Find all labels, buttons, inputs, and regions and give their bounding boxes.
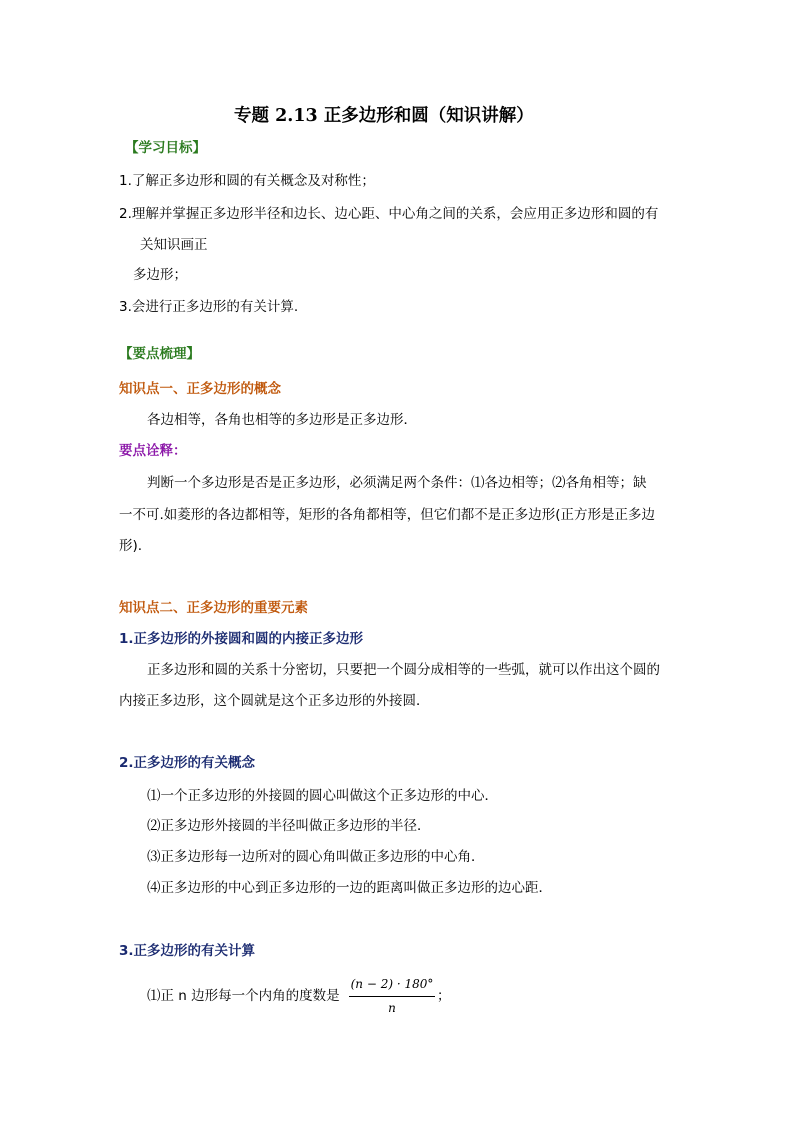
key-points-heading: 【要点梳理】 <box>119 346 200 362</box>
concept-item-2: ⑵正多边形外接圆的半径叫做正多边形的半径． <box>147 818 431 834</box>
goal-item-1: 1.了解正多边形和圆的有关概念及对称性； <box>119 173 375 189</box>
calculation-item-1-suffix: ； <box>437 988 451 1004</box>
knowledge-point-1-title: 知识点一、正多边形的概念 <box>119 381 281 397</box>
goal-item-2-line-1: 2.理解并掌握正多边形半径和边长、边心距、中心角之间的关系，会应用正多边形和圆的有 <box>119 206 659 222</box>
subsection-1-title: 1.正多边形的外接圆和圆的内接正多边形 <box>119 631 364 647</box>
learning-goals-heading: 【学习目标】 <box>125 140 206 156</box>
page-title: 专题 2.13 正多边形和圆（知识讲解） <box>234 106 534 126</box>
concept-item-4: ⑷正多边形的中心到正多边形的一边的距离叫做正多边形的边心距． <box>147 880 552 896</box>
fraction-bar <box>349 996 435 997</box>
goal-item-2-line-2: 关知识画正 <box>140 237 208 253</box>
subsection-2-title: 2.正多边形的有关概念 <box>119 755 256 771</box>
concept-item-3: ⑶正多边形每一边所对的圆心角叫做正多边形的中心角． <box>147 849 485 865</box>
goal-item-2-line-3: 多边形； <box>133 267 187 283</box>
subsection-3-title: 3.正多边形的有关计算 <box>119 943 256 959</box>
note-label: 要点诠释： <box>119 443 187 459</box>
concept-item-1: ⑴一个正多边形的外接圆的圆心叫做这个正多边形的中心． <box>147 788 498 804</box>
note-line-3: 形). <box>119 538 143 554</box>
interior-angle-formula <box>349 975 435 1019</box>
formula-denominator: n <box>388 1001 396 1015</box>
goal-item-3: 3.会进行正多边形的有关计算. <box>119 299 299 315</box>
note-line-1: 判断一个多边形是否是正多边形，必须满足两个条件：⑴各边相等；⑵各角相等；缺 <box>147 475 647 491</box>
calculation-item-1-prefix: ⑴正 n 边形每一个内角的度数是 <box>147 988 340 1004</box>
subsection-1-line-2: 内接正多边形，这个圆就是这个正多边形的外接圆． <box>119 693 430 709</box>
subsection-1-line-1: 正多边形和圆的关系十分密切，只要把一个圆分成相等的一些弧，就可以作出这个圆的 <box>147 662 660 678</box>
formula-numerator: (n − 2) · 180° <box>350 977 434 991</box>
knowledge-point-2-title: 知识点二、正多边形的重要元素 <box>119 600 308 616</box>
knowledge-point-1-text: 各边相等，各角也相等的多边形是正多边形． <box>147 412 417 428</box>
note-line-2: 一不可.如菱形的各边都相等，矩形的各角都相等，但它们都不是正多边形(正方形是正多边 <box>119 507 656 523</box>
